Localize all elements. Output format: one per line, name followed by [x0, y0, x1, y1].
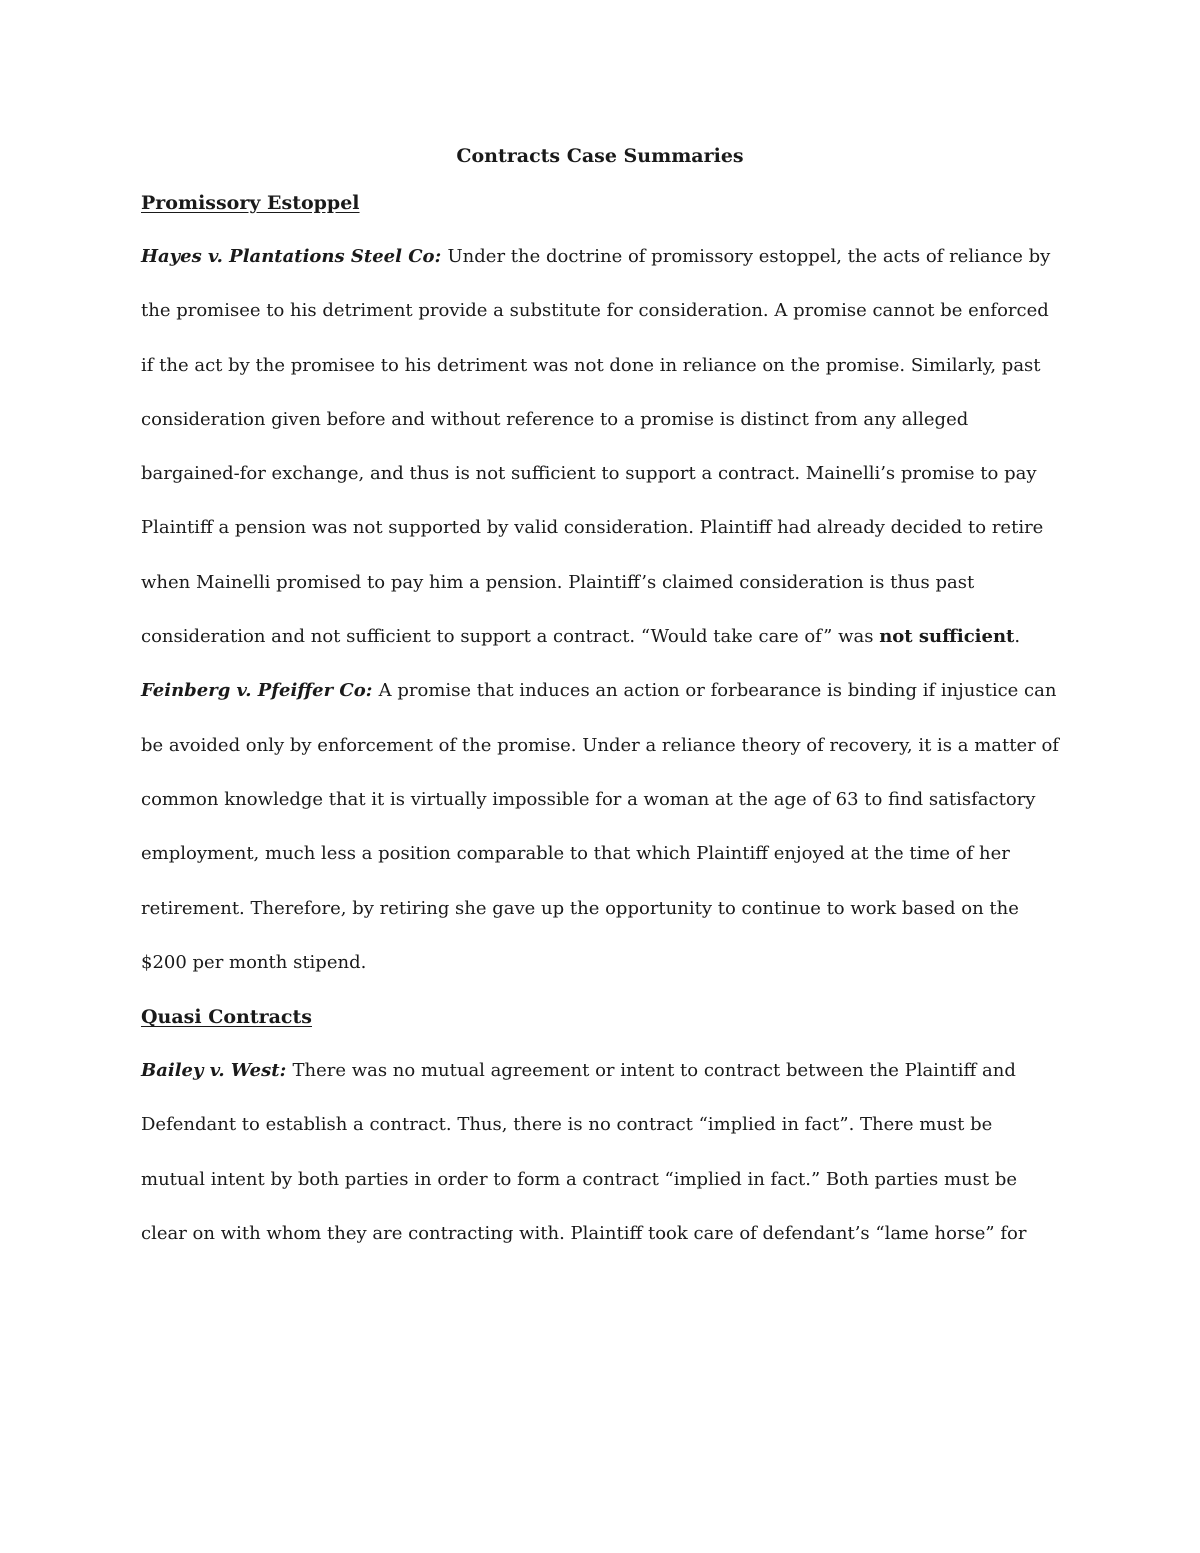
case-name-feinberg: Feinberg v. Pfeiffer Co [141, 680, 366, 702]
case-paragraph-bailey [141, 1044, 1059, 1261]
case-paragraph-feinberg [141, 664, 1059, 990]
section-heading-promissory-estoppel: Promissory Estoppel [141, 192, 360, 214]
section-heading-quasi-contracts: Quasi Contracts [141, 1006, 312, 1029]
case-separator: : [365, 680, 379, 702]
case-name-hayes: Hayes v. Plantations Steel Co [141, 246, 435, 267]
case-paragraph-hayes [141, 230, 1059, 664]
case-separator: : [279, 1060, 293, 1082]
document-body [141, 136, 1059, 1261]
document-title: Contracts Case Summaries [456, 145, 744, 167]
case-name-bailey: Bailey v. West [141, 1060, 280, 1082]
case-summary-feinberg: A promise that induces an action or forbearance is binding if injustice can be avoided only by enforcement of the promise. Under a reliance theory of recovery, it is a matter of common knowledge that it is virtually impossible for a woman at the age of 63 to find satisfactory employment, much less a position comparable to that which Plaintiff enjoyed at the time of her retirement. Therefore, by retiring she gave up the opportunity to continue to work based on the $200 per month stipend. [141, 680, 1059, 973]
case-separator: : [434, 246, 448, 267]
case-summary-hayes: Under the doctrine of promissory estoppel, the acts of reliance by the promisee to his detriment provide a substitute for consideration. A promise cannot be enforced if the act by the promisee to his detriment was not done in reliance on the promise. Similarly, past consideration given before and without reference to a promise is distinct from any alleged bargained-for exchange, and thus is not sufficient to support a contract. Mainelli’s promise to pay Plaintiff a pension was not supported by valid consideration. Plaintiff had already decided to retire when Mainelli promised to pay him a pension. Plaintiff’s claimed consideration is thus past consideration and not sufficient to support a contract. “Would take care of” was [141, 246, 1051, 648]
case-summary-bailey: There was no mutual agreement or intent to contract between the Plaintiff and Defendant to establish a contract. Thus, there is no contract “implied in fact”. There must be mutual intent by both parties in order to form a contract “implied in fact.” Both parties must be clear on with whom they are contracting with. Plaintiff took care of defendant’s “lame horse” for [141, 1060, 1027, 1245]
case-emphasis-hayes: not sufficient [879, 626, 1015, 648]
case-tail-hayes: . [1014, 626, 1021, 648]
